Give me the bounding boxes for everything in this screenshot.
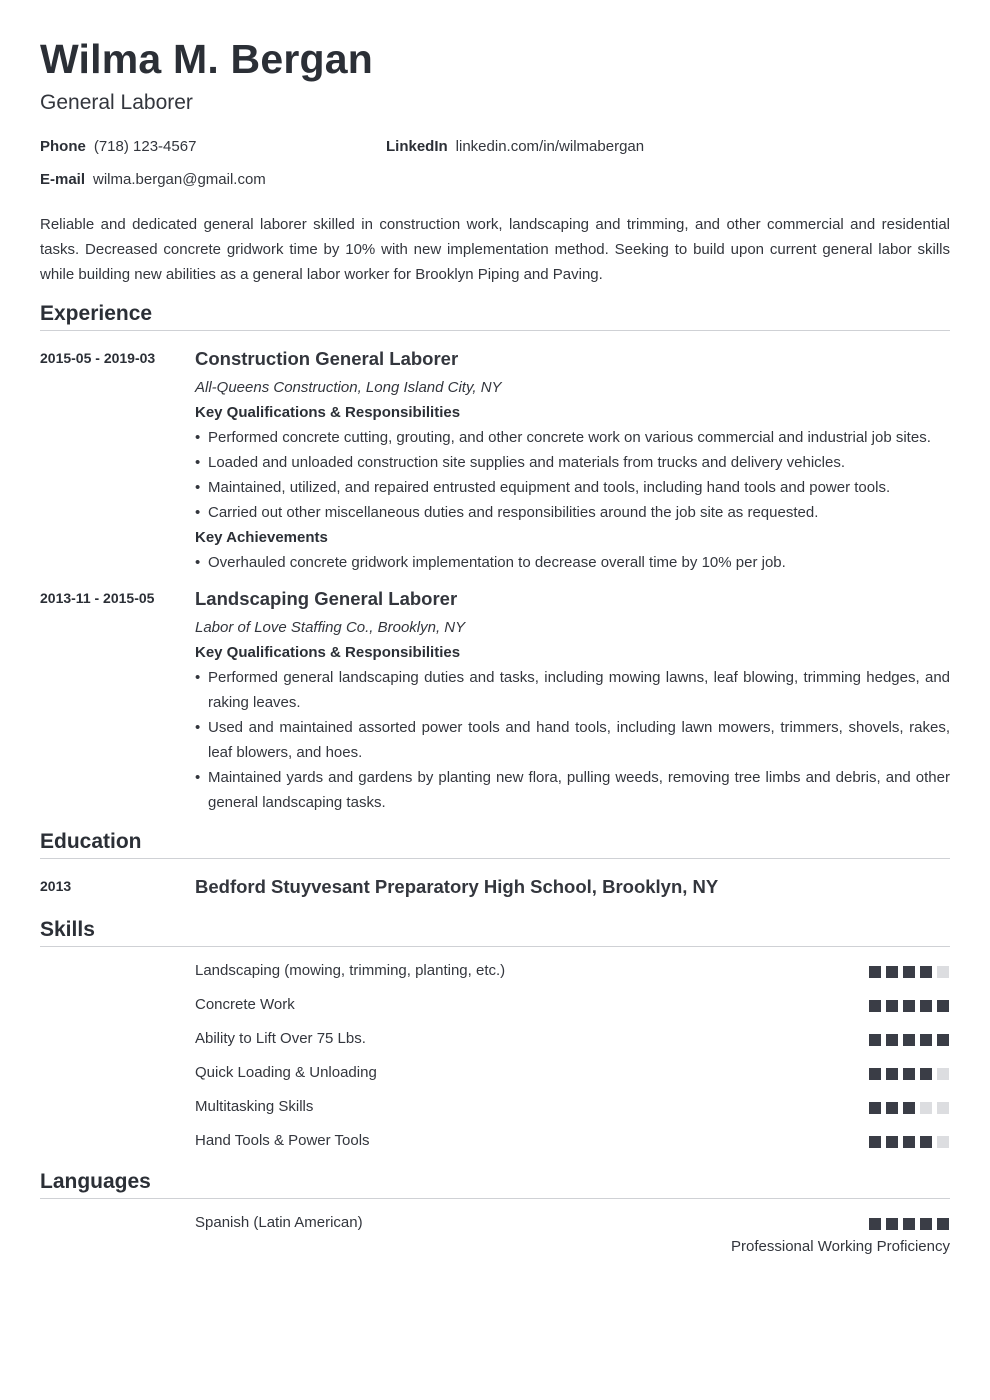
- rating-dot-empty: [920, 1102, 932, 1114]
- list-item: • Performed concrete cutting, grouting, and other concrete work on various commercial and industrial job sites.: [195, 429, 931, 446]
- list-item: • Performed general landscaping duties and tasks, including mowing lawns, leaf blowing, trimming hedges, and raking leaves.: [195, 669, 950, 711]
- list-item-text: Maintained, utilized, and repaired entrusted equipment and tools, including hand tools and power tools.: [208, 479, 891, 496]
- qualifications-list: [195, 425, 950, 525]
- list-item-text: Carried out other miscellaneous duties and responsibilities around the job site as requested.: [208, 504, 819, 521]
- rating-dot-empty: [937, 1068, 949, 1080]
- rating-dot-filled: [903, 1136, 915, 1148]
- skill-row: [195, 1064, 950, 1084]
- list-item: • Overhauled concrete gridwork implementation to decrease overall time by 10% per job.: [195, 554, 786, 571]
- list-item-text: Overhauled concrete gridwork implementation to decrease overall time by 10% per job.: [208, 554, 786, 571]
- rating-dot-filled: [869, 1034, 881, 1046]
- skill-row: [195, 996, 950, 1016]
- qualifications-list: [195, 665, 950, 815]
- education-school: Bedford Stuyvesant Preparatory High School, Brooklyn, NY: [195, 876, 719, 897]
- candidate-name: Wilma M. Bergan: [40, 36, 373, 82]
- rating-dot-filled: [886, 1102, 898, 1114]
- rating-dot-filled: [920, 1034, 932, 1046]
- list-item: • Loaded and unloaded construction site supplies and materials from trucks and delivery vehicles.: [195, 454, 846, 471]
- list-item: • Used and maintained assorted power tools and hand tools, including lawn mowers, trimmers, shovels, rakes, leaf blowers, and hoes.: [195, 719, 950, 761]
- email-label: E-mail: [40, 171, 86, 188]
- rating-dot-filled: [869, 1000, 881, 1012]
- qualifications-heading: Key Qualifications & Responsibilities: [195, 644, 461, 661]
- rating-dot-filled: [886, 966, 898, 978]
- rating-dot-filled: [920, 1218, 932, 1230]
- rating-dot-filled: [886, 1218, 898, 1230]
- rating-dot-filled: [937, 1034, 949, 1046]
- section-title-languages: Languages: [40, 1170, 950, 1199]
- skill-name: Multitasking Skills: [195, 1098, 314, 1115]
- rating-dot-empty: [937, 1102, 949, 1114]
- achievements-list: [195, 550, 950, 575]
- rating-dot-filled: [886, 1000, 898, 1012]
- rating-dot-filled: [937, 1218, 949, 1230]
- section-title-skills: Skills: [40, 918, 950, 947]
- skill-name: Ability to Lift Over 75 Lbs.: [195, 1030, 366, 1047]
- skill-rating: [864, 1068, 949, 1080]
- skill-rating: [864, 966, 949, 978]
- rating-dot-filled: [920, 1000, 932, 1012]
- rating-dot-filled: [869, 1068, 881, 1080]
- rating-dot-empty: [937, 966, 949, 978]
- list-item-text: Maintained yards and gardens by planting new flora, pulling weeds, removing tree limbs and debris, and other general landscaping tasks.: [208, 769, 950, 811]
- section-title-experience: Experience: [40, 302, 950, 331]
- email-link[interactable]: wilma.bergan@gmail.com: [93, 171, 266, 188]
- rating-dot-filled: [903, 966, 915, 978]
- skill-rating: [864, 1034, 949, 1046]
- contact-linkedin: [386, 138, 644, 155]
- skill-rating: [864, 1102, 949, 1114]
- rating-dot-filled: [903, 1034, 915, 1046]
- skill-rating: [864, 1000, 949, 1012]
- summary-paragraph: Reliable and dedicated general laborer skilled in construction work, landscaping and trimming, and other commercial and residential tasks. Decreased concrete gridwork time by 10% with new implementation method. Seeking to build upon current general labor skills while building new abilities as a general labor worker for Brooklyn Piping and Paving.: [40, 216, 950, 283]
- phone-value: (718) 123-4567: [93, 138, 197, 155]
- list-item: • Carried out other miscellaneous duties and responsibilities around the job site as requested.: [195, 504, 819, 521]
- section-title-education: Education: [40, 830, 950, 859]
- job-role: General Laborer: [40, 91, 193, 114]
- list-item-text: Performed general landscaping duties and tasks, including mowing lawns, leaf blowing, trimming hedges, and raking leaves.: [208, 669, 950, 711]
- language-row: [195, 1214, 950, 1234]
- achievements-heading: Key Achievements: [195, 529, 328, 546]
- list-item: • Maintained, utilized, and repaired entrusted equipment and tools, including hand tools and power tools.: [195, 479, 891, 496]
- skill-name: Landscaping (mowing, trimming, planting, etc.): [195, 962, 506, 979]
- rating-dot-empty: [937, 1136, 949, 1148]
- list-item: • Maintained yards and gardens by planting new flora, pulling weeds, removing tree limbs and debris, and other general landscaping tasks.: [195, 769, 950, 811]
- rating-dot-filled: [903, 1068, 915, 1080]
- skill-row: [195, 962, 950, 982]
- rating-dot-filled: [903, 1218, 915, 1230]
- qualifications-heading: Key Qualifications & Responsibilities: [195, 404, 461, 421]
- rating-dot-filled: [869, 966, 881, 978]
- rating-dot-filled: [886, 1068, 898, 1080]
- language-name: Spanish (Latin American): [195, 1214, 363, 1231]
- rating-dot-filled: [886, 1034, 898, 1046]
- rating-dot-filled: [869, 1136, 881, 1148]
- skill-name: Quick Loading & Unloading: [195, 1064, 377, 1081]
- job-company: Labor of Love Staffing Co., Brooklyn, NY: [195, 619, 466, 636]
- rating-dot-filled: [886, 1136, 898, 1148]
- rating-dot-filled: [869, 1218, 881, 1230]
- job-title: Construction General Laborer: [195, 348, 459, 369]
- rating-dot-filled: [920, 1136, 932, 1148]
- list-item-text: Used and maintained assorted power tools and hand tools, including lawn mowers, trimmers, shovels, rakes, leaf blowers, and hoes.: [208, 719, 950, 761]
- rating-dot-filled: [920, 1068, 932, 1080]
- language-rating: [864, 1218, 949, 1230]
- skill-name: Concrete Work: [195, 996, 295, 1013]
- rating-dot-filled: [920, 966, 932, 978]
- job-company: All-Queens Construction, Long Island City, NY: [195, 379, 502, 396]
- linkedin-label: LinkedIn: [386, 138, 448, 155]
- language-proficiency: Professional Working Proficiency: [731, 1238, 950, 1255]
- list-item-text: Loaded and unloaded construction site supplies and materials from trucks and delivery vehicles.: [208, 454, 846, 471]
- education-year: 2013: [40, 878, 72, 894]
- phone-label: Phone: [40, 138, 86, 155]
- skill-rating: [864, 1136, 949, 1148]
- job-dates: 2013-11 - 2015-05: [40, 590, 155, 606]
- skill-row: [195, 1132, 950, 1152]
- rating-dot-filled: [903, 1102, 915, 1114]
- rating-dot-filled: [869, 1102, 881, 1114]
- contact-phone: [40, 138, 196, 155]
- linkedin-link[interactable]: linkedin.com/in/wilmabergan: [455, 138, 645, 155]
- job-dates: 2015-05 - 2019-03: [40, 350, 156, 366]
- rating-dot-filled: [937, 1000, 949, 1012]
- skill-row: [195, 1030, 950, 1050]
- list-item-text: Performed concrete cutting, grouting, and other concrete work on various commercial and industrial job sites.: [208, 429, 931, 446]
- skill-name: Hand Tools & Power Tools: [195, 1132, 370, 1149]
- contact-email: [40, 171, 266, 188]
- rating-dot-filled: [903, 1000, 915, 1012]
- skill-row: [195, 1098, 950, 1118]
- job-title: Landscaping General Laborer: [195, 588, 458, 609]
